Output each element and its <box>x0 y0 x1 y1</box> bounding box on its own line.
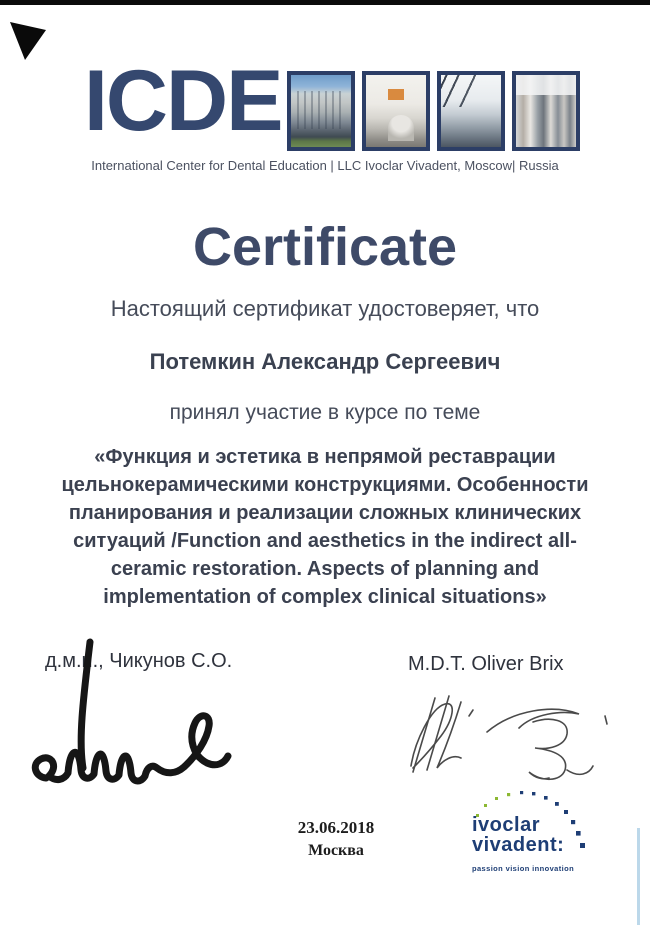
signer-left-label: д.м.н., Чикунов С.О. <box>45 650 233 672</box>
date-block <box>256 818 416 860</box>
signer-right-label: M.D.T. Oliver Brix <box>408 653 564 675</box>
page-edge-line <box>637 828 640 925</box>
certifies-line: Настоящий сертификат удостоверяет, что <box>110 296 540 321</box>
corner-fold-mark <box>8 19 50 65</box>
course-line: «Функция и эстетика в непрямой реставрации <box>94 446 556 468</box>
issue-city: Москва <box>308 842 364 859</box>
people-photo <box>512 71 580 151</box>
course-line: цельнокерамическими конструкциями. Особенности <box>61 474 589 496</box>
icde-logo: ICDE <box>84 53 282 149</box>
classroom-photo <box>362 71 430 151</box>
scan-edge-top <box>0 0 650 5</box>
course-line: планирования и реализации сложных клинических <box>68 502 582 524</box>
ivoclar-vivadent-logo <box>468 790 598 894</box>
certificate-title: Certificate <box>192 217 458 277</box>
signature-right <box>383 686 618 791</box>
recipient-name: Потемкин Александр Сергеевич <box>149 349 501 374</box>
course-title <box>25 443 625 611</box>
course-line: ситуаций /Function and aesthetics in the indirect all- <box>73 530 577 552</box>
course-line: ceramic restoration. Aspects of planning and <box>110 558 540 580</box>
brand-tagline: passion vision innovation <box>472 864 575 873</box>
signature-left <box>28 638 278 803</box>
course-lead-line: принял участие в курсе по теме <box>169 401 481 424</box>
course-line: implementation of complex clinical situations» <box>103 586 547 608</box>
organization-subtitle: International Center for Dental Education | LLC Ivoclar Vivadent, Moscow| Russia <box>91 158 559 173</box>
brand-word-ivoclar: ivoclar <box>472 814 540 836</box>
dental-lab-photo <box>437 71 505 151</box>
building-photo <box>287 71 355 151</box>
issue-date: 23.06.2018 <box>297 818 375 837</box>
brand-word-vivadent: vivadent: <box>472 834 565 856</box>
header-photo-strip <box>287 71 580 151</box>
